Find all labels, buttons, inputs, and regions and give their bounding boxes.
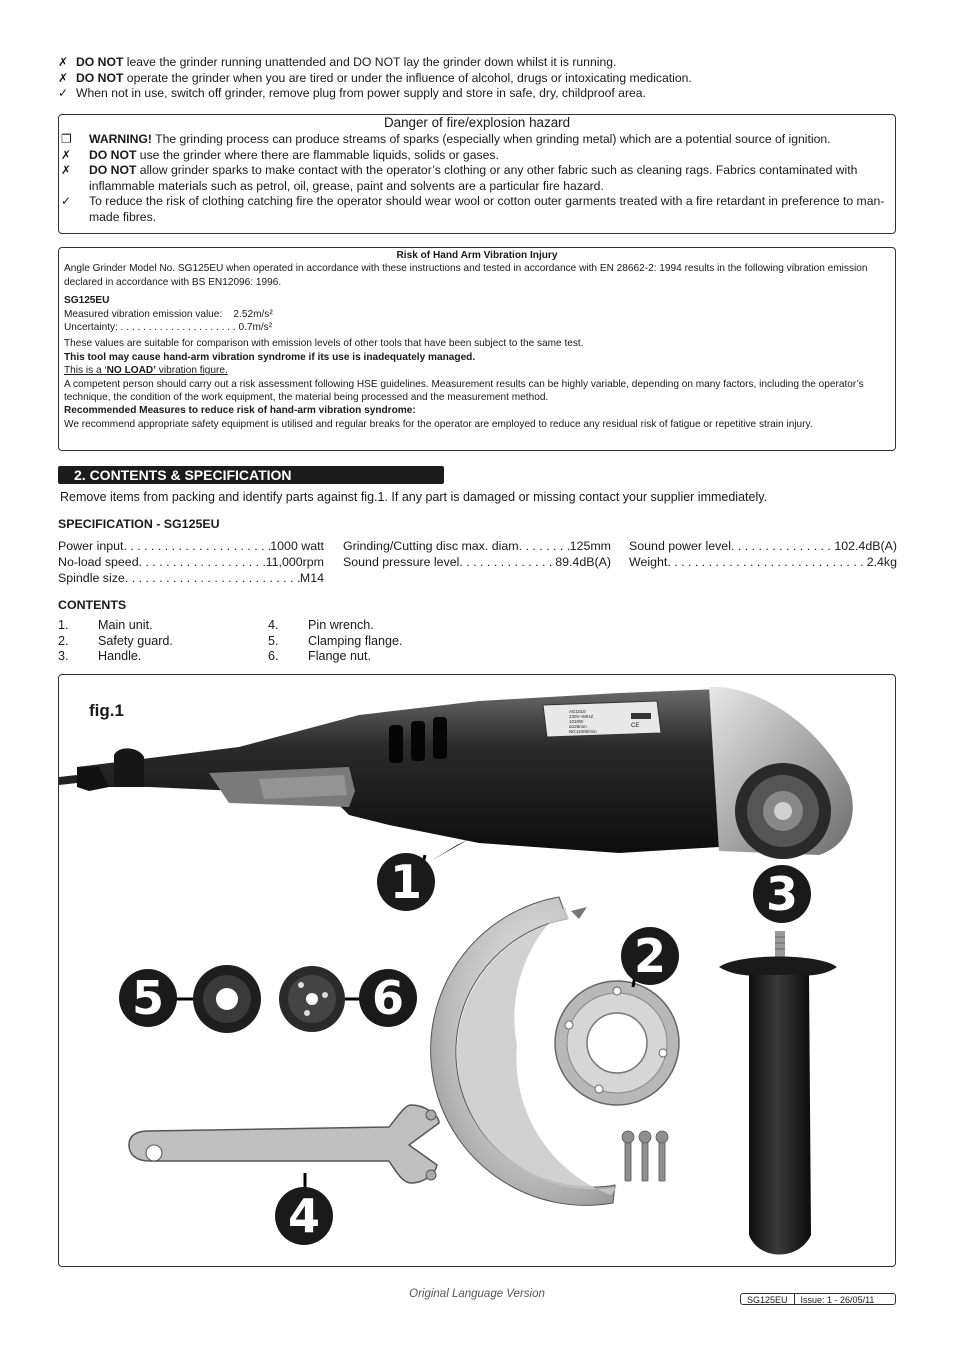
contents-heading: CONTENTS xyxy=(58,598,127,612)
footer-issue: Issue: 1 - 26/05/11 xyxy=(800,1295,875,1305)
list-item: ❐ WARNING! The grinding process can produce streams of sparks (especially when grinding metal) which are a potential source of ignition. xyxy=(61,132,831,146)
spec-row: Power input . . . 1000 watt xyxy=(58,538,324,554)
pin-wrench-image xyxy=(129,1105,439,1187)
spec-column-3 xyxy=(629,538,897,570)
callout-badge-3: 3 xyxy=(753,865,811,923)
callout-badge-4: 4 xyxy=(275,1187,333,1245)
list-item: 3. Handle. xyxy=(58,649,142,664)
list-item: 1. Main unit. xyxy=(58,618,153,632)
contents-column-2 xyxy=(268,618,488,665)
figure-box xyxy=(58,674,896,1267)
list-item: ✓ To reduce the risk of clothing catching fire the operator should wear wool or cotton outer garments treated with a fire retardant in preference to man-made fibres. xyxy=(61,194,885,224)
spec-row: Grinding/Cutting disc max. diam . . . 125mm xyxy=(343,538,611,554)
flange-nut-image xyxy=(279,966,361,1032)
clamping-flange-image xyxy=(173,965,261,1033)
checkbox-icon: ❐ xyxy=(61,132,72,146)
spec-row: Weight . . . 2.4kg xyxy=(629,554,897,570)
fire-hazard-box xyxy=(58,114,896,234)
spec-row: Spindle size . . . M14 xyxy=(58,570,324,586)
vibration-uncertainty: Uncertainty: . . . . . . . . . . . . . . . . . . . . . 0.7m/s² xyxy=(64,322,273,334)
rating-label-line: 230V~50HZ xyxy=(569,714,594,719)
main-unit-image xyxy=(59,687,853,871)
rating-label-line: ø125mm xyxy=(569,724,587,729)
list-item: 4. Pin wrench. xyxy=(268,618,374,632)
cross-icon: ✗ xyxy=(58,70,69,85)
list-item: ✗ DO NOT use the grinder where there are flammable liquids, solids or gases. xyxy=(61,147,499,162)
vibration-measures-title: Recommended Measures to reduce risk of hand-arm vibration syndrome: xyxy=(64,405,416,417)
spec-column-2 xyxy=(343,538,611,570)
rating-label-line: AG1010 xyxy=(569,709,586,714)
vibration-noload: This is a ‘NO LOAD’ vibration figure. xyxy=(64,365,228,377)
fire-hazard-title: Danger of fire/explosion hazard xyxy=(383,115,571,130)
section-intro: Remove items from packing and identify parts against fig.1. If any part is damaged or missing contact your supplier immediately. xyxy=(60,490,768,504)
callout-badge-2: 2 xyxy=(621,927,679,985)
list-item: 5. Clamping flange. xyxy=(268,633,403,648)
list-item: 2. Safety guard. xyxy=(58,633,173,648)
callout-badge-5: 5 xyxy=(119,969,177,1027)
contents-column-1 xyxy=(58,618,258,665)
vibration-warning: This tool may cause hand-arm vibration syndrome if its use is inadequately managed. xyxy=(64,351,476,363)
rating-label-line: N0:11000/min xyxy=(569,729,597,734)
rating-label-line: 1010W xyxy=(569,719,584,724)
top-safety-list xyxy=(58,55,898,102)
spec-heading: SPECIFICATION - SG125EU xyxy=(58,517,220,531)
vibration-emission: Measured vibration emission value: 2.52m/s² xyxy=(64,308,273,320)
callout-badge-1: 1 xyxy=(377,853,435,911)
list-item: ✗ DO NOT operate the grinder when you are tired or under the influence of alcohol, drugs or intoxicating medication. xyxy=(58,70,692,85)
spec-row: No-load speed . . . 11,000rpm xyxy=(58,554,324,570)
callout-badge-6: 6 xyxy=(359,969,417,1027)
footer-model: SG125EU xyxy=(741,1294,795,1304)
vibration-intro: Angle Grinder Model No. SG125EU when operated in accordance with these instructions and tested in accordance with EN 28662-2: 1994 results in the following vibration emission declared in accordance with BS EN12096: 1996. xyxy=(64,263,868,288)
check-icon: ✓ xyxy=(58,86,69,100)
list-item: 6. Flange nut. xyxy=(268,649,372,664)
cross-icon: ✗ xyxy=(61,163,72,177)
check-icon: ✓ xyxy=(61,194,72,208)
vibration-comparison: These values are suitable for comparison with emission levels of other tools that have been subject to the same test. xyxy=(64,338,584,350)
footer-language-note: Original Language Version xyxy=(409,1288,545,1300)
vibration-assessment: A competent person should carry out a risk assessment following HSE guidelines. Measurement results can be highly variable, depending on many factors, including the operator’s technique, the condition of the work equipment, the material being processed and the measurement method. xyxy=(64,378,864,404)
cross-icon: ✗ xyxy=(58,55,69,69)
side-handle-image xyxy=(719,931,837,1255)
vibration-model: SG125EU xyxy=(64,295,110,307)
spec-column-1 xyxy=(58,538,324,586)
vibration-measures: We recommend appropriate safety equipment is utilised and regular breaks for the operator are employed to reduce any residual risk of fatigue or repetitive strain injury. xyxy=(64,418,813,430)
vibration-title: Risk of Hand Arm Vibration Injury xyxy=(396,250,558,261)
footer-issue-box xyxy=(740,1293,896,1305)
list-item: ✓ When not in use, switch off grinder, remove plug from power supply and store in safe, dry, childproof area. xyxy=(58,86,646,100)
list-item: ✗ DO NOT allow grinder sparks to make contact with the operator’s clothing or any other fabric such as cleaning rags. Fabrics contaminated with inflammable materials such as petrol, oil, grease, paint and solvents are a particular fire hazard. xyxy=(61,163,858,193)
cross-icon: ✗ xyxy=(61,147,72,162)
spec-row: Sound pressure level . . . 89.4dB(A) xyxy=(343,554,611,570)
ce-mark: CE xyxy=(631,723,640,729)
parts-illustration xyxy=(59,675,896,1267)
figure-label: fig.1 xyxy=(89,701,124,720)
section-heading: 2. CONTENTS & SPECIFICATION xyxy=(58,466,444,484)
list-item: ✗ DO NOT leave the grinder running unattended and DO NOT lay the grinder down whilst it is running. xyxy=(58,55,617,69)
vibration-box xyxy=(58,247,896,451)
spec-row: Sound power level . . . 102.4dB(A) xyxy=(629,538,897,554)
